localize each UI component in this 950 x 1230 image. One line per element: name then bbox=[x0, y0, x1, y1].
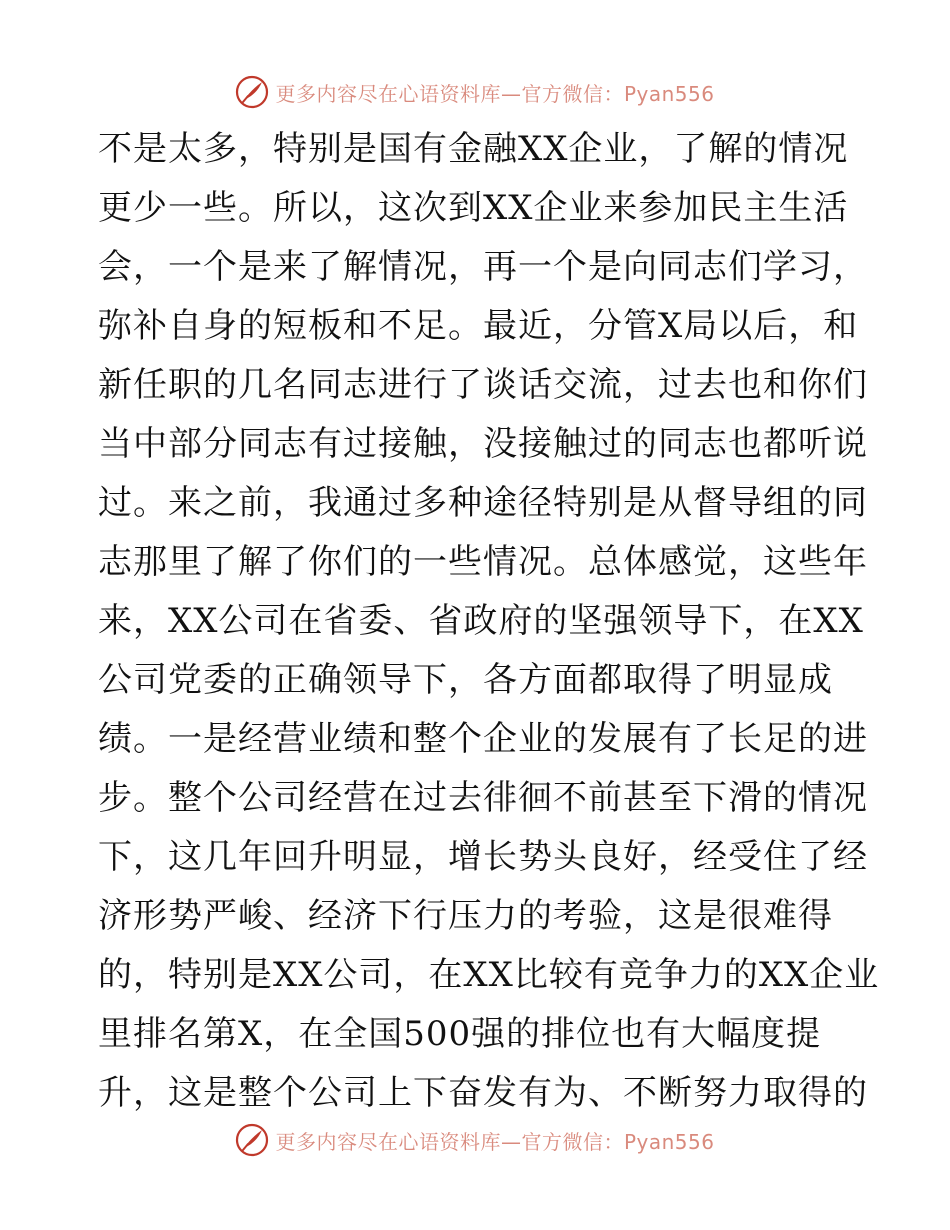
text-line: 步。整个公司经营在过去徘徊不前甚至下滑的情况 bbox=[98, 778, 868, 818]
text-line: 里排名第X，在全国500强的排位也有大幅度提 bbox=[98, 1014, 822, 1054]
feather-pen-logo-icon bbox=[235, 75, 269, 109]
feather-pen-logo-icon bbox=[235, 1123, 269, 1157]
text-line: 新任职的几名同志进行了谈话交流，过去也和你们 bbox=[98, 365, 868, 405]
footer-banner bbox=[0, 1120, 950, 1160]
header-banner-text: 更多内容尽在心语资料库—官方微信：Pyan556 bbox=[275, 81, 715, 106]
text-line: 绩。一是经营业绩和整个企业的发展有了长足的进 bbox=[98, 719, 868, 759]
text-line: 公司党委的正确领导下，各方面都取得了明显成 bbox=[98, 660, 833, 700]
text-line: 过。来之前，我通过多种途径特别是从督导组的同 bbox=[98, 483, 868, 523]
text-line: 升，这是整个公司上下奋发有为、不断努力取得的 bbox=[98, 1073, 868, 1113]
text-line: 会，一个是来了解情况，再一个是向同志们学习， bbox=[98, 247, 868, 287]
document-body bbox=[98, 120, 880, 1123]
text-line: 的，特别是XX公司，在XX比较有竞争力的XX企业 bbox=[98, 955, 880, 995]
header-banner bbox=[0, 72, 950, 112]
text-line: 志那里了解了你们的一些情况。总体感觉，这些年 bbox=[98, 542, 868, 582]
footer-banner-text: 更多内容尽在心语资料库—官方微信：Pyan556 bbox=[275, 1129, 715, 1154]
text-line: 济形势严峻、经济下行压力的考验，这是很难得 bbox=[98, 896, 833, 936]
text-line: 下，这几年回升明显，增长势头良好，经受住了经 bbox=[98, 837, 868, 877]
text-line: 更少一些。所以，这次到XX企业来参加民主生活 bbox=[98, 188, 849, 228]
text-line: 来，XX公司在省委、省政府的坚强领导下，在XX bbox=[98, 601, 864, 641]
text-line: 当中部分同志有过接触，没接触过的同志也都听说 bbox=[98, 424, 868, 464]
text-line: 不是太多，特别是国有金融XX企业，了解的情况 bbox=[98, 129, 849, 169]
text-line: 弥补自身的短板和不足。最近，分管X局以后，和 bbox=[98, 306, 859, 346]
